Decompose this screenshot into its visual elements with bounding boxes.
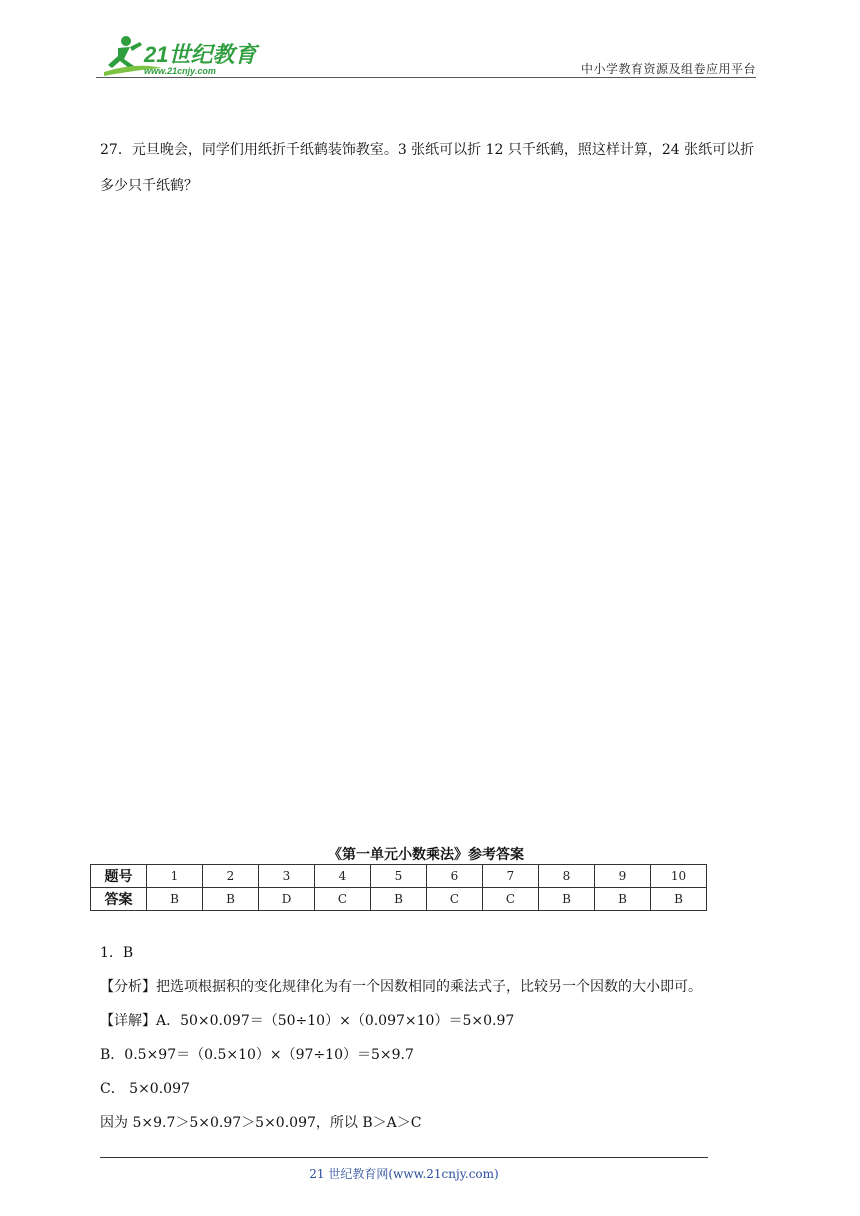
solution-conclusion: 因为 5×9.7＞5×0.97＞5×0.097，所以 B＞A＞C	[100, 1115, 422, 1131]
table-cell: B	[539, 888, 595, 911]
solution-analysis: 【分析】把选项根据积的变化规律化为有一个因数相同的乘法式子，比较另一个因数的大小即可。	[100, 979, 702, 995]
svg-text:21世纪教育: 21世纪教育	[144, 42, 257, 67]
table-cell: B	[371, 888, 427, 911]
runner-logo-icon	[96, 32, 266, 78]
table-row-answers	[91, 888, 707, 911]
table-cell: 9	[595, 865, 651, 888]
table-cell: B	[147, 888, 203, 911]
footer-link[interactable]: 21 世纪教育网(www.21cnjy.com)	[309, 1167, 499, 1181]
table-cell: C	[315, 888, 371, 911]
svg-text:www.21cnjy.com: www.21cnjy.com	[144, 66, 216, 76]
row-label-number: 题号	[91, 865, 147, 888]
solution-answer-line: 1．B	[100, 945, 134, 961]
header-platform-name: 中小学教育资源及组卷应用平台	[580, 62, 756, 76]
solution-detail-b: B．0.5×97＝（0.5×10）×（97÷10）＝5×9.7	[100, 1047, 414, 1063]
answer-key-title: 《第一单元小数乘法》参考答案	[328, 847, 524, 863]
table-cell: 10	[651, 865, 707, 888]
table-cell: 8	[539, 865, 595, 888]
footer-divider	[100, 1157, 708, 1158]
table-row-numbers	[91, 865, 707, 888]
table-cell: 6	[427, 865, 483, 888]
table-cell: C	[427, 888, 483, 911]
table-cell: 3	[259, 865, 315, 888]
table-cell: 5	[371, 865, 427, 888]
solution-detail-c: C． 5×0.097	[100, 1081, 190, 1097]
table-cell: 2	[203, 865, 259, 888]
table-cell: D	[259, 888, 315, 911]
site-logo	[96, 32, 266, 78]
table-cell: B	[595, 888, 651, 911]
question-27: 27．元旦晚会，同学们用纸折千纸鹤装饰教室。3 张纸可以折 12 只千纸鹤，照这样计算，24 张纸可以折多少只千纸鹤？	[100, 142, 755, 194]
page-header	[96, 30, 756, 82]
header-divider	[96, 77, 756, 78]
solution-detail-a: 【详解】A．50×0.097＝（50÷10）×（0.097×10）＝5×0.97	[100, 1013, 515, 1029]
table-cell: B	[203, 888, 259, 911]
row-label-answer: 答案	[91, 888, 147, 911]
table-cell: B	[651, 888, 707, 911]
table-cell: C	[483, 888, 539, 911]
table-cell: 1	[147, 865, 203, 888]
answer-key-table	[90, 864, 707, 911]
table-cell: 4	[315, 865, 371, 888]
table-cell: 7	[483, 865, 539, 888]
